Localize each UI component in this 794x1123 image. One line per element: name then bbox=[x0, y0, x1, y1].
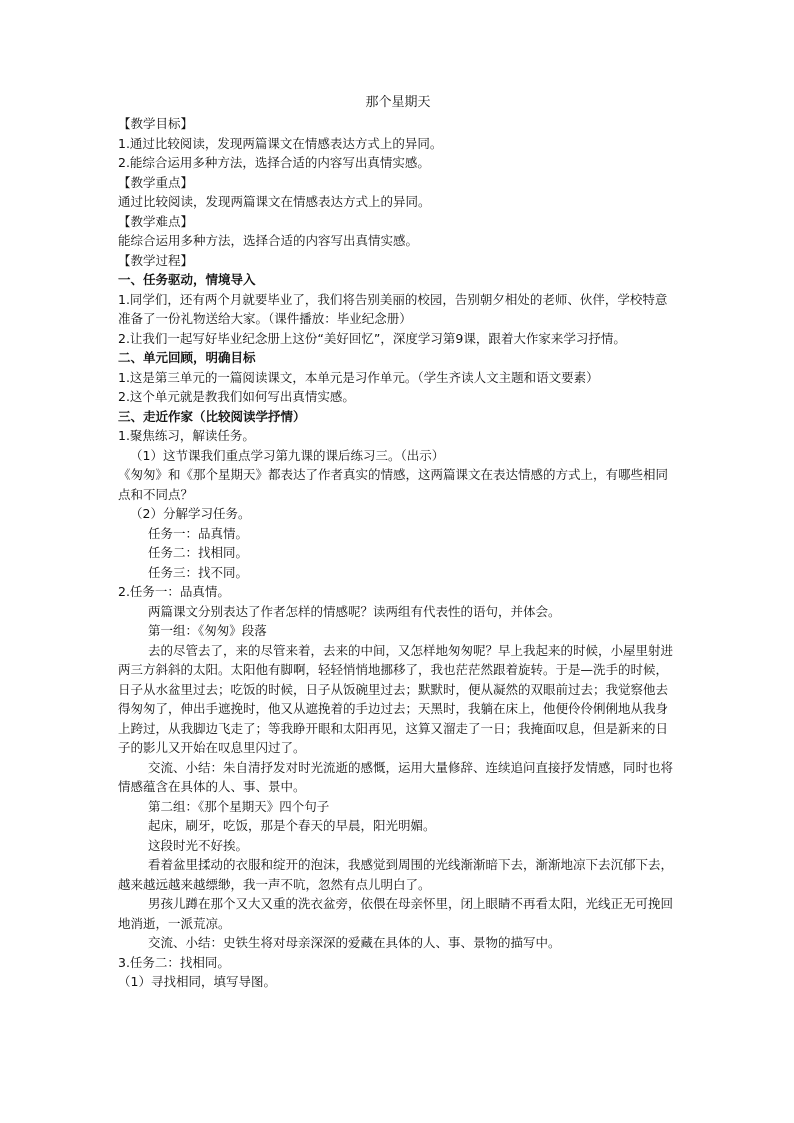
task-item-3: 任务三：找不同。 bbox=[148, 564, 249, 580]
paragraph: 1.聚焦练习，解读任务。 bbox=[118, 428, 255, 443]
quote-sentence: 男孩儿蹲在那个又大又重的洗衣盆旁，依偎在母亲怀里，闭上眼睛不再看太阳，光线正无可挽回地消逝，一派荒凉。 bbox=[118, 896, 674, 931]
section-heading-1: 一、任务驱动，情境导入 bbox=[118, 272, 256, 287]
heading-process: 【教学过程】 bbox=[118, 252, 194, 268]
quote-paragraph: 去的尽管去了，来的尽管来着，去来的中间，又怎样地匆匆呢？早上我起来的时候，小屋里射进两三方斜斜的太阳。太阳他有脚啊，轻轻悄悄地挪移了，我也茫茫然跟着旋转。于是—洗手的时候，日子从水盆里过去；吃饭的时候，日子从饭碗里过去；默默时，便从凝然的双眼前过去；我觉察他去得匆匆了，伸出手遮挽时，他又从遮挽着的手边过去；天黑时，我躺在床上，他便伶伶俐俐地从我身上跨过，从我脚边飞走了；等我睁开眼和太阳再见，这算又溜走了一日；我掩面叹息，但是新来的日子的影儿又开始在叹息里闪过了。 bbox=[118, 642, 674, 755]
goal-item-1: 1.通过比较阅读，发现两篇课文在情感表达方式上的异同。 bbox=[118, 135, 443, 151]
group-1-heading: 第一组：《匆匆》段落 bbox=[148, 623, 267, 638]
task-item-2: 任务二：找相同。 bbox=[148, 545, 249, 560]
quote-sentence: 这段时光不好挨。 bbox=[148, 837, 249, 853]
paragraph: 两篇课文分别表达了作者怎样的情感呢？读两组有代表性的语句，并体会。 bbox=[148, 603, 561, 619]
paragraph: 2.任务一：品真情。 bbox=[118, 584, 230, 599]
paragraph: （1）寻找相同，填写导图。 bbox=[118, 974, 276, 989]
group-2-heading: 第二组：《那个星期天》四个句子 bbox=[148, 798, 330, 814]
difficulty-text: 能综合运用多种方法，选择合适的内容写出真情实感。 bbox=[118, 233, 419, 248]
document-page bbox=[118, 94, 678, 992]
quote-sentence: 起床，刷牙，吃饭，那是个春天的早晨，阳光明媚。 bbox=[148, 818, 436, 833]
heading-key-points: 【教学重点】 bbox=[118, 174, 194, 190]
paragraph: （2）分解学习任务。 bbox=[130, 506, 251, 521]
document-title: 那个星期天 bbox=[365, 95, 431, 110]
key-point-text: 通过比较阅读，发现两篇课文在情感表达方式上的异同。 bbox=[118, 194, 431, 209]
paragraph: 1.同学们，还有两个月就要毕业了，我们将告别美丽的校园，告别朝夕相处的老师、伙伴，学校特意准备了一份礼物送给大家。（课件播放：毕业纪念册） bbox=[118, 291, 668, 326]
task-item-1: 任务一：品真情。 bbox=[148, 525, 249, 541]
paragraph: 2.让我们一起写好毕业纪念册上这份“美好回忆”，深度学习第9课，跟着大作家来学习抒情。 bbox=[118, 330, 626, 346]
paragraph: 《匆匆》和《那个星期天》都表达了作者真实的情感，这两篇课文在表达情感的方式上，有哪些相同点和不同点？ bbox=[118, 467, 669, 502]
heading-teaching-goals: 【教学目标】 bbox=[118, 116, 194, 131]
paragraph: 3.任务二：找相同。 bbox=[118, 954, 230, 970]
section-heading-3: 三、走近作家（比较阅读学抒情） bbox=[118, 408, 306, 424]
paragraph: （1）这节课我们重点学习第九课的课后练习三。（出示） bbox=[130, 447, 445, 463]
summary-paragraph: 交流、小结：史铁生将对母亲深深的爱藏在具体的人、事、景物的描写中。 bbox=[148, 935, 561, 950]
summary-paragraph: 交流、小结：朱自清抒发对时光流逝的感慨，运用大量修辞、连续追问直接抒发情感，同时也将情感蕴含在具体的人、事、景中。 bbox=[118, 759, 674, 794]
section-heading-2: 二、单元回顾，明确目标 bbox=[118, 350, 256, 365]
paragraph: 1.这是第三单元的一篇阅读课文，本单元是习作单元。（学生齐读人文主题和语文要素） bbox=[118, 369, 599, 385]
heading-difficulties: 【教学难点】 bbox=[118, 213, 194, 229]
goal-item-2: 2.能综合运用多种方法，选择合适的内容写出真情实感。 bbox=[118, 155, 430, 170]
paragraph: 2.这个单元就是教我们如何写出真情实感。 bbox=[118, 389, 355, 404]
quote-sentence: 看着盆里揉动的衣服和绽开的泡沫，我感觉到周围的光线渐渐暗下去，渐渐地凉下去沉郁下去，越来越远越来越缥缈，我一声不吭，忽然有点儿明白了。 bbox=[118, 857, 674, 892]
